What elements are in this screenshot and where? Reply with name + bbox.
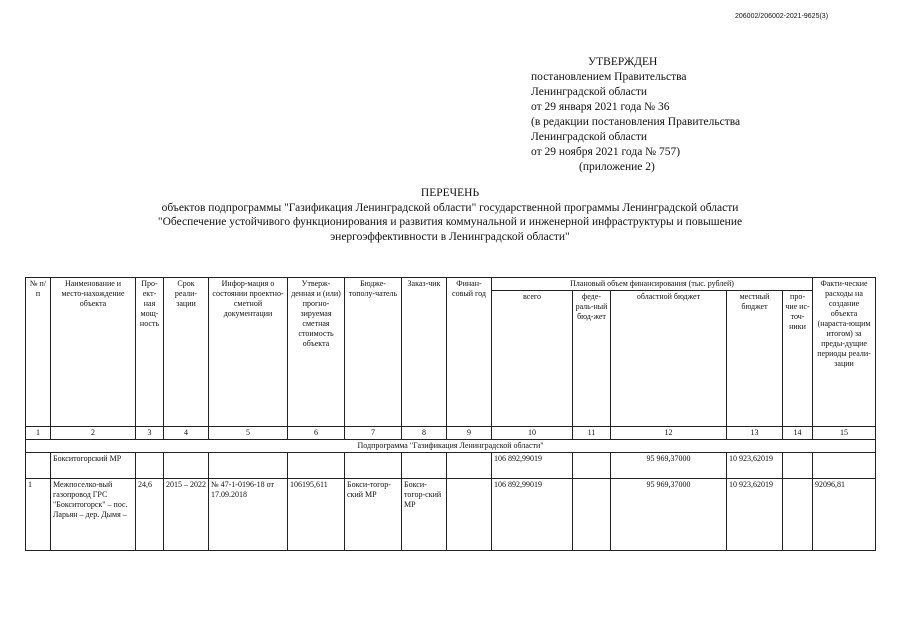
district-regional: 95 969,37000 bbox=[611, 453, 727, 479]
col-number: 4 bbox=[164, 427, 209, 440]
col-number: 6 bbox=[288, 427, 345, 440]
object-name: Межпоселко-вый газопровод ГРС "Бокситогорск" – пос. Ларьян – дер. Дымя – bbox=[51, 479, 136, 551]
object-power: 24,6 bbox=[136, 479, 164, 551]
header-customer: Заказ-чик bbox=[402, 278, 447, 427]
col-number: 12 bbox=[611, 427, 727, 440]
object-recipient: Бокси-тогор-ский МР bbox=[345, 479, 402, 551]
header-fin-year: Финан-совый год bbox=[447, 278, 492, 427]
district-local: 10 923,62019 bbox=[727, 453, 783, 479]
column-number-row bbox=[26, 427, 876, 440]
object-local: 10 923,62019 bbox=[727, 479, 783, 551]
title-line: "Обеспечение устойчивого функционирования и развития коммунальной и инженерной инфраструктуры и повышение bbox=[157, 216, 743, 228]
header-power: Про-ект-ная мощ-ность bbox=[136, 278, 164, 427]
approval-line: (в редакции постановления Правительства bbox=[531, 116, 741, 128]
col-number: 15 bbox=[813, 427, 876, 440]
object-num: 1 bbox=[26, 479, 51, 551]
header-num: № п/п bbox=[26, 278, 51, 427]
approval-line: Ленинградской области bbox=[531, 86, 648, 98]
approval-line: Ленинградской области bbox=[531, 131, 648, 143]
header-planned-group: Плановый объем финансирования (тыс. рублей) bbox=[492, 278, 813, 291]
object-regional: 95 969,37000 bbox=[611, 479, 727, 551]
approval-block bbox=[531, 55, 740, 175]
col-number: 1 bbox=[26, 427, 51, 440]
district-total: 106 892,99019 bbox=[492, 453, 573, 479]
header-total: всего bbox=[492, 291, 573, 427]
approval-line: от 29 января 2021 года № 36 bbox=[531, 101, 670, 113]
header-name: Наименование и место-нахождение объекта bbox=[51, 278, 136, 427]
title-heading: ПЕРЕЧЕНЬ bbox=[420, 187, 480, 199]
approval-line: постановлением Правительства bbox=[531, 71, 687, 83]
col-number: 7 bbox=[345, 427, 402, 440]
header-local: местный бюджет bbox=[727, 291, 783, 427]
col-number: 3 bbox=[136, 427, 164, 440]
document-id: 206002/206002-2021-9625(3) bbox=[735, 13, 829, 20]
object-row bbox=[26, 479, 876, 551]
header-federal: феде-раль-ный бюд-жет bbox=[573, 291, 611, 427]
header-recipient: Бюдже-тополу-чатель bbox=[345, 278, 402, 427]
col-number: 13 bbox=[727, 427, 783, 440]
col-number: 9 bbox=[447, 427, 492, 440]
header-info: Инфор-мация о состоянии проектно-сметной документации bbox=[209, 278, 288, 427]
col-number: 14 bbox=[783, 427, 813, 440]
header-actual: Факти-ческие расходы на создание объекта (нараста-ющим итогом) за преды-дущие периоды реали-зации bbox=[813, 278, 876, 427]
col-number: 11 bbox=[573, 427, 611, 440]
object-term: 2015 – 2022 bbox=[164, 479, 209, 551]
col-number: 10 bbox=[492, 427, 573, 440]
col-number: 8 bbox=[402, 427, 447, 440]
col-number: 5 bbox=[209, 427, 288, 440]
col-number: 2 bbox=[51, 427, 136, 440]
header-approved-cost: Утверж-денная и (или) прогно-зируемая сметная стоимость объекта bbox=[288, 278, 345, 427]
subprogram-title: Подпрограмма "Газификация Ленинградской области" bbox=[26, 440, 876, 453]
document-title bbox=[110, 186, 790, 244]
header-term: Срок реали-зации bbox=[164, 278, 209, 427]
approval-line: от 29 ноября 2021 года № 757) bbox=[531, 146, 681, 158]
object-customer: Бокси-тогор-ский МР bbox=[402, 479, 447, 551]
district-row bbox=[26, 453, 876, 479]
objects-table bbox=[25, 277, 876, 551]
header-regional: областной бюджет bbox=[611, 291, 727, 427]
subprogram-row bbox=[26, 440, 876, 453]
object-approved-cost: 106195,611 bbox=[288, 479, 345, 551]
district-name: Бокситогорский МР bbox=[51, 453, 136, 479]
object-actual: 92096,81 bbox=[813, 479, 876, 551]
approval-line: УТВЕРЖДЕН bbox=[588, 56, 658, 68]
approval-line: (приложение 2) bbox=[579, 161, 655, 173]
header-other: про-чие ис-точ-ники bbox=[783, 291, 813, 427]
object-total: 106 892,99019 bbox=[492, 479, 573, 551]
title-line: объектов подпрограммы "Газификация Ленинградской области" государственной программы Ленинградской области bbox=[161, 201, 739, 214]
header-row bbox=[26, 278, 876, 291]
title-line: энергоэффективности в Ленинградской области" bbox=[330, 230, 570, 243]
object-info: № 47-1-0196-18 от 17.09.2018 bbox=[209, 479, 288, 551]
